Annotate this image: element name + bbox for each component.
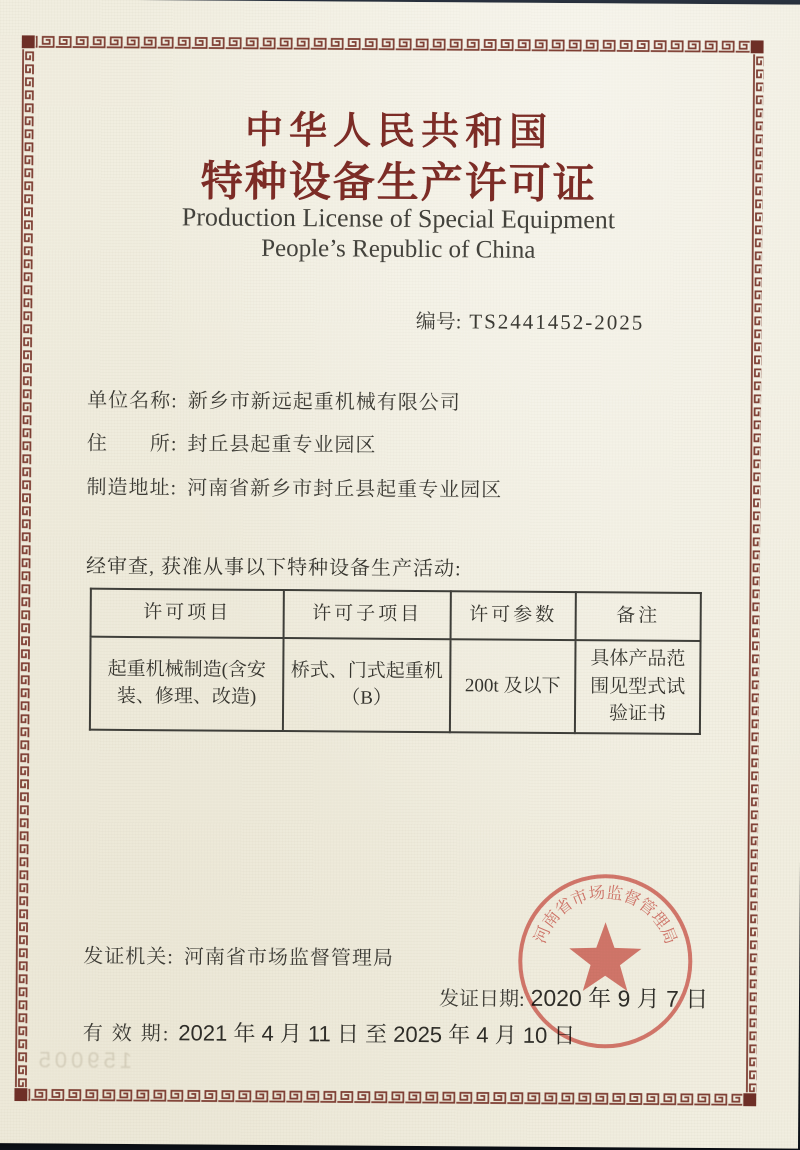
field-residence [87,427,377,458]
license-number-line [416,305,645,336]
header-remark: 备注 [576,592,701,641]
issue-date-label: 发证日期: [438,988,525,1011]
license-number-label: 编号: [415,310,462,334]
license-number-value: TS2441452-2025 [469,309,645,335]
field-value: 河南省新乡市封丘县起重专业园区 [187,477,503,502]
official-red-seal [514,870,697,1053]
validity-label: 有 效 期: [82,1022,171,1046]
field-value: 封丘县起重专业园区 [187,433,377,457]
issuing-authority-value: 河南省市场监督管理局 [183,946,394,970]
seal-authority-text: 河南省市场监督管理局 [530,882,681,947]
faint-serial-showthrough: 159005 [34,1047,133,1073]
header-permit-subitem: 许可子项目 [284,590,451,639]
title-english-country: People’s Republic of China [261,234,536,264]
cell-permit-parameter: 200t 及以下 [450,639,576,733]
cell-remark: 具体产品范围见型式试验证书 [575,640,701,734]
title-english-license: Production License of Special Equipment [181,202,616,235]
issue-date-value: 2020 年 9 月 7 日 [530,984,709,1013]
star-icon [569,922,642,991]
field-label: 制造地址: [86,476,178,500]
field-value: 新乡市新远起重机械有限公司 [187,390,461,415]
field-label: 住 所: [86,432,178,456]
approval-statement: 经审查, 获准从事以下特种设备生产活动: [85,555,462,581]
permit-table [89,588,702,735]
issuing-authority-label: 发证机关: [83,945,174,969]
cell-permit-item: 起重机械制造(含安装、修理、改造) [90,637,284,731]
title-chinese-country: 中华人民共和国 [244,109,554,154]
field-manufacture-address [87,471,503,503]
issuing-authority-line [83,940,394,971]
validity-period-line [83,1016,576,1050]
permit-table-header-row [91,589,701,641]
title-chinese-license: 特种设备生产许可证 [200,159,597,209]
cell-permit-subitem: 桥式、门式起重机（B） [283,638,451,732]
validity-value: 2021 年 4 月 11 日 至 2025 年 4 月 10 日 [178,1020,576,1049]
header-permit-item: 许可项目 [91,589,284,638]
field-company-name [87,384,461,416]
permit-table-data-row [90,637,701,734]
header-permit-parameter: 许可参数 [451,591,576,640]
field-label: 单位名称: [87,389,178,413]
